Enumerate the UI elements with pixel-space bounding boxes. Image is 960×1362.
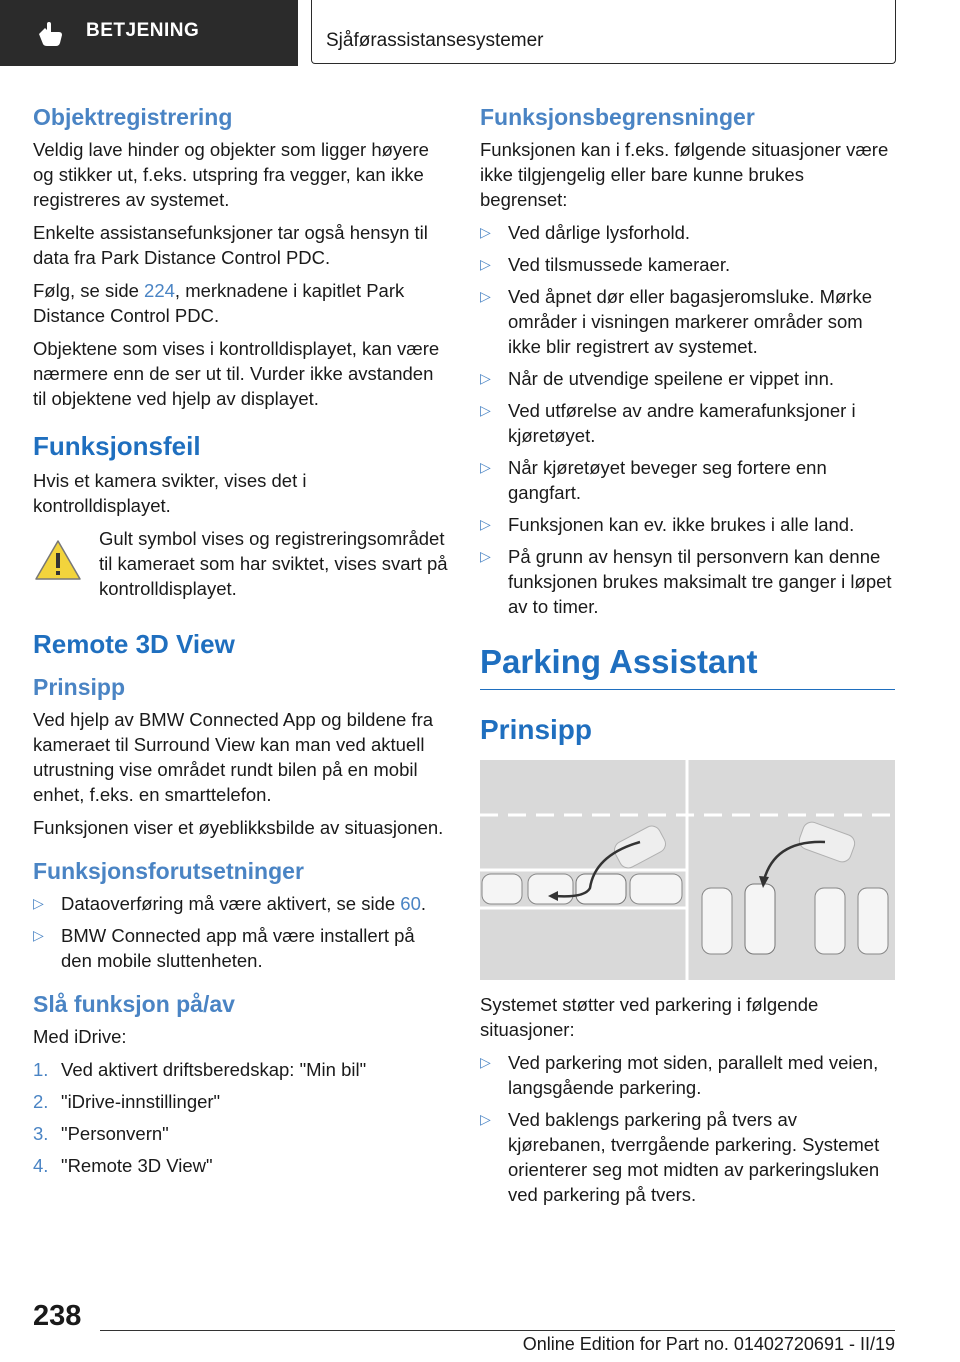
triangle-bullet-icon: ▷	[480, 224, 491, 240]
text: Ved tilsmussede kameraer.	[508, 254, 731, 275]
list-item	[480, 366, 895, 391]
step-text: "iDrive-innstillinger"	[61, 1091, 221, 1112]
triangle-bullet-icon: ▷	[480, 459, 491, 475]
hand-pointer-icon	[36, 22, 64, 46]
section-tab	[0, 0, 298, 66]
text: Funksjonen kan ev. ikke brukes i alle land.	[508, 514, 855, 535]
paragraph: Systemet støtter ved parkering i følgende situasjoner:	[480, 994, 819, 1040]
list-item	[480, 455, 895, 505]
edition-footer: Online Edition for Part no. 01402720691 - II/19	[522, 1334, 895, 1354]
heading-parking-assistant: Parking Assistant	[480, 643, 895, 690]
step-item	[33, 1153, 449, 1178]
list-item	[480, 1050, 895, 1100]
heading-remote-3d-view: Remote 3D View	[33, 629, 235, 659]
section-label: BETJENING	[86, 20, 200, 41]
triangle-bullet-icon: ▷	[33, 895, 44, 911]
situations-list	[480, 1050, 895, 1207]
text: Når kjøretøyet beveger seg fortere enn gangfart.	[508, 457, 827, 503]
footer-divider	[100, 1330, 895, 1331]
text: Ved åpnet dør eller bagasjeromsluke. Mørke områder i visningen markerer områder som ikke blir registrert av systemet.	[508, 286, 873, 357]
limitations-list	[480, 220, 895, 619]
step-item	[33, 1089, 449, 1114]
triangle-bullet-icon: ▷	[33, 927, 44, 943]
steps-list	[33, 1057, 449, 1178]
triangle-bullet-icon: ▷	[480, 288, 491, 304]
triangle-bullet-icon: ▷	[480, 370, 491, 386]
text: Når de utvendige speilene er vippet inn.	[508, 368, 835, 389]
list-item	[480, 284, 895, 359]
heading-funksjonsforutsetninger: Funksjonsforutsetninger	[33, 858, 304, 884]
step-item	[33, 1057, 449, 1082]
page-number: 238	[33, 1300, 82, 1332]
triangle-bullet-icon: ▷	[480, 402, 491, 418]
text: Ved parkering mot siden, parallelt med veien, langsgående parkering.	[508, 1052, 879, 1098]
step-item	[33, 1121, 449, 1146]
step-number: 2.	[33, 1091, 49, 1112]
text: Følg, se side	[33, 280, 145, 301]
step-number: 3.	[33, 1123, 49, 1144]
list-item	[480, 252, 895, 277]
text: , merknadene i kapitlet Park Distance Control PDC.	[33, 280, 405, 326]
text: BMW Connected app må være installert på den mobile sluttenheten.	[61, 925, 415, 971]
heading-objektregistrering: Objektregistrering	[33, 104, 233, 130]
list-item	[480, 398, 895, 448]
page-header	[0, 0, 960, 66]
heading-prinsipp: Prinsipp	[480, 714, 593, 745]
parking-illustration	[480, 760, 895, 980]
paragraph: Objektene som vises i kontrolldisplayet, kan være nærmere enn de ser ut til. Vurder ikke avstanden til objektene ved hjelp av displayet.	[33, 338, 440, 409]
warning-note	[33, 526, 449, 601]
chapter-title: Sjåførassistansesystemer	[326, 30, 544, 51]
step-number: 1.	[33, 1059, 49, 1080]
text: Ved baklengs parkering på tvers av kjørebanen, tverrgående parkering. Systemet orienterer seg mot midten av parkeringsluken ved parkering på tvers.	[508, 1109, 880, 1205]
heading-funksjonsbegrensninger: Funksjonsbegrensninger	[480, 104, 755, 130]
heading-funksjonsfeil: Funksjonsfeil	[33, 431, 201, 461]
text: .	[420, 893, 427, 914]
text: Dataoverføring må være aktivert, se side	[61, 893, 401, 914]
chapter-tab	[311, 0, 896, 64]
paragraph: Ved hjelp av BMW Connected App og bildene fra kameraet til Surround View kan man ved aktuell utrustning vise området rundt bilen på en mobil enhet, f.eks. en smarttelefon.	[33, 709, 434, 805]
list-item	[480, 544, 895, 619]
page-link-60[interactable]: 60	[400, 893, 421, 914]
warning-text: Gult symbol vises og registreringsområdet til kameraet som har sviktet, vises svart på kontrolldisplayet.	[99, 528, 448, 599]
paragraph	[33, 278, 449, 328]
step-text: Ved aktivert driftsberedskap: "Min bil"	[61, 1059, 367, 1080]
warning-triangle-icon	[33, 538, 83, 582]
step-text: "Personvern"	[61, 1123, 169, 1144]
triangle-bullet-icon: ▷	[480, 516, 491, 532]
triangle-bullet-icon: ▷	[480, 548, 491, 564]
requirements-list	[33, 891, 449, 973]
list-item	[33, 891, 449, 916]
list-item	[480, 1107, 895, 1207]
text: På grunn av hensyn til personvern kan denne funksjonen brukes maksimalt tre ganger i løpet av to timer.	[508, 546, 892, 617]
heading-sla-funksjon: Slå funksjon på/av	[33, 991, 235, 1017]
paragraph: Veldig lave hinder og objekter som ligger høyere og stikker ut, f.eks. utspring fra vegger, kan ikke registreres av systemet.	[33, 139, 429, 210]
triangle-bullet-icon: ▷	[480, 1111, 491, 1127]
paragraph: Enkelte assistansefunksjoner tar også hensyn til data fra Park Distance Control PDC.	[33, 222, 428, 268]
triangle-bullet-icon: ▷	[480, 256, 491, 272]
paragraph: Med iDrive:	[33, 1026, 127, 1047]
step-number: 4.	[33, 1155, 49, 1176]
page-link-224[interactable]: 224	[144, 280, 175, 301]
heading-prinsipp: Prinsipp	[33, 674, 126, 700]
paragraph: Hvis et kamera svikter, vises det i kontrolldisplayet.	[33, 470, 307, 516]
triangle-bullet-icon: ▷	[480, 1054, 491, 1070]
text: Ved dårlige lysforhold.	[508, 222, 691, 243]
right-column	[480, 104, 895, 1215]
list-item	[480, 512, 895, 537]
text: Ved utførelse av andre kamerafunksjoner i kjøretøyet.	[508, 400, 856, 446]
list-item	[480, 220, 895, 245]
list-item	[33, 923, 449, 973]
paragraph: Funksjonen viser et øyeblikksbilde av situasjonen.	[33, 817, 444, 838]
left-column	[33, 104, 449, 1185]
paragraph: Funksjonen kan i f.eks. følgende situasjoner være ikke tilgjengelig eller bare kunne brukes begrenset:	[480, 139, 889, 210]
step-text: "Remote 3D View"	[61, 1155, 213, 1176]
